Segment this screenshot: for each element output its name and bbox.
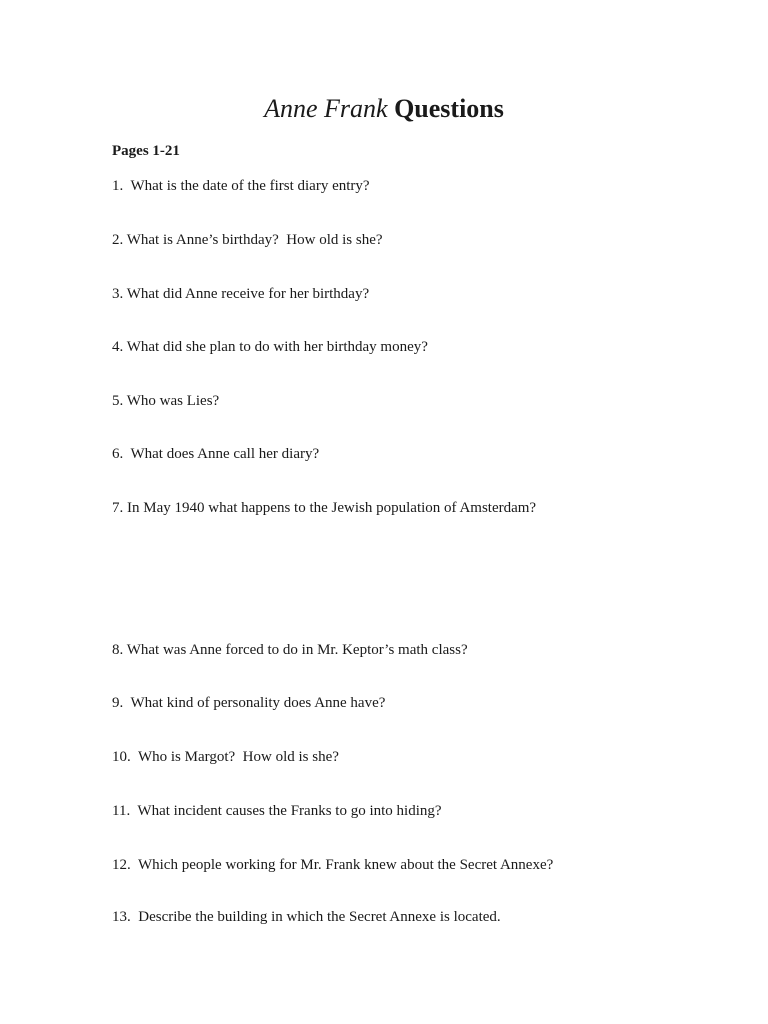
question-7: 7. In May 1940 what happens to the Jewish population of Amsterdam?: [112, 500, 537, 516]
question-5: 5. Who was Lies?: [112, 393, 220, 409]
page-title: [0, 92, 768, 126]
question-4: 4. What did she plan to do with her birthday money?: [112, 339, 428, 355]
question-8: 8. What was Anne forced to do in Mr. Keptor’s math class?: [112, 642, 468, 658]
question-6: 6. What does Anne call her diary?: [112, 446, 320, 462]
question-12: 12. Which people working for Mr. Frank knew about the Secret Annexe?: [112, 857, 554, 873]
question-3: 3. What did Anne receive for her birthday?: [112, 286, 370, 302]
question-2: 2. What is Anne’s birthday? How old is she?: [112, 232, 383, 248]
question-9: 9. What kind of personality does Anne have?: [112, 695, 386, 711]
question-10: 10. Who is Margot? How old is she?: [112, 749, 339, 765]
question-13: 13. Describe the building in which the Secret Annexe is located.: [112, 909, 501, 925]
title-book-name: Anne Frank: [264, 94, 388, 123]
question-1: 1. What is the date of the first diary entry?: [112, 178, 370, 194]
section-heading: Pages 1-21: [112, 143, 180, 159]
question-11: 11. What incident causes the Franks to go into hiding?: [112, 803, 442, 819]
title-questions-word: Questions: [394, 94, 504, 123]
